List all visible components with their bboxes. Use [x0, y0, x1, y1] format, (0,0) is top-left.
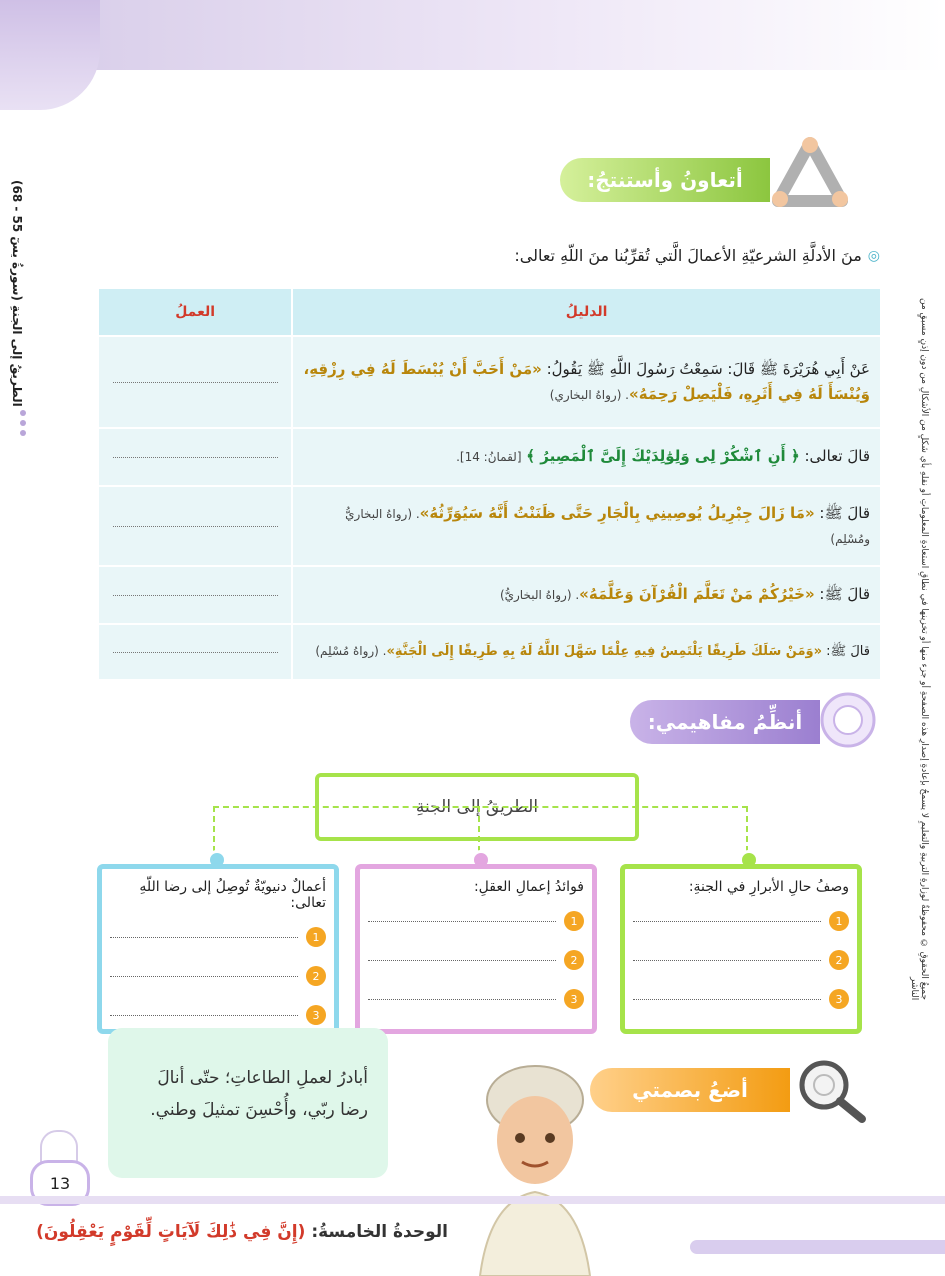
answer-row[interactable] [110, 966, 326, 986]
mark-banner [590, 1068, 790, 1112]
number-badge: 2 [564, 950, 584, 970]
connector-right [746, 806, 748, 852]
answer-row[interactable] [368, 911, 584, 931]
evidence-prefix: قالَ ﷺ: [814, 503, 870, 522]
cooperate-banner [560, 158, 770, 202]
copyright-text: جميعُ الحقوقِ © محفوظةٌ لوزارةِ التربيةِ والتعليمِ لا يسمحُ بإعادةِ إصدارِ هذه الصفحةِ أو جزء منها أو تخزينها في نطاقِ استعادةِ المعلوماتِ أو نقلهِ بأي شكلٍ من الأشكالِ من دون إذنٍ مسبقٍ من الناشر [909, 297, 929, 1000]
evidence-ref: [لقمانُ: 14]. [456, 450, 522, 465]
unit-motto: (إِنَّ فِي ذَٰلِكَ لَآيَاتٍ لِّقَوْمٍ يَعْقِلُونَ) [36, 1222, 306, 1242]
answer-row[interactable] [633, 911, 849, 931]
evidence-cell [292, 624, 881, 680]
evidence-prefix: قالَ ﷺ: [814, 585, 870, 604]
action-answer-field[interactable] [98, 624, 292, 680]
bullet-icon: ◎ [867, 247, 880, 264]
card-title: فوائدُ إعمالِ العقلِ: [473, 879, 584, 895]
footer-decoration [690, 1240, 945, 1254]
table-row [98, 428, 881, 486]
table-row [98, 336, 881, 428]
concept-card-righteous [620, 864, 862, 1034]
intro-line [460, 246, 880, 265]
cooperate-banner-label: أتعاونُ وأستنتجُ: [587, 168, 743, 192]
side-title: الطريقُ إلى الجنةِ (سورةُ يسٓ 55 - 68) [10, 180, 24, 407]
action-answer-field[interactable] [98, 486, 292, 566]
answer-row[interactable] [110, 1005, 326, 1025]
number-badge: 3 [306, 1005, 326, 1025]
evidence-quote: «خَيْرُكُمْ مَنْ تَعَلَّمَ الْقُرْآنَ وَعَلَّمَهُ» [579, 585, 815, 604]
connector-line [213, 806, 748, 854]
concept-card-worldly-deeds [97, 864, 339, 1034]
decorative-arch [0, 0, 100, 110]
boy-illustration-icon [460, 1060, 610, 1276]
table-row [98, 486, 881, 566]
organize-banner [630, 700, 820, 744]
speech-text: أبادرُ لعملِ الطاعاتِ؛ حتّى أنالَ رضا ربّي، وأُحْسِنَ تمثيلَ وطني. [150, 1068, 368, 1121]
table-row [98, 624, 881, 680]
evidence-cell [292, 486, 881, 566]
answer-row[interactable] [110, 927, 326, 947]
number-badge: 2 [306, 966, 326, 986]
evidence-prefix: قالَ تعالى: [799, 447, 870, 466]
table-row [98, 566, 881, 624]
answer-row[interactable] [368, 989, 584, 1009]
magnifier-fingerprint-icon [790, 1055, 870, 1125]
evidence-quote: ﴿ أَنِ ٱشْكُرْ لِى وَلِوَٰلِدَيْكَ إِلَىَّ ٱلْمَصِيرُ ﴾ [526, 447, 800, 466]
action-answer-field[interactable] [98, 428, 292, 486]
number-badge: 1 [306, 927, 326, 947]
intro-text: منَ الأدلَّةِ الشرعيّةِ الأعمالَ الَّتي تُقرِّبُنا منَ اللّهِ تعالى: [514, 246, 862, 265]
evidence-prefix: قالَ ﷺ: [822, 643, 870, 659]
evidence-ref: . (رواهُ البخاريُّ) [499, 588, 580, 603]
footer-unit-title [28, 1222, 448, 1242]
connector-middle [478, 806, 480, 852]
action-answer-field[interactable] [98, 566, 292, 624]
card-title: أعمالٌ دنيويّةٌ تُوصِلُ إلى رضا اللّهِ تعالى: [139, 879, 326, 911]
number-badge: 2 [829, 950, 849, 970]
evidence-prefix: عَنْ أَبِي هُرَيْرَةَ ﷺ قَالَ: سَمِعْتُ رَسُولَ اللَّهِ ﷺ يَقُولُ: [541, 359, 870, 378]
evidence-table [97, 287, 882, 681]
evidence-quote: «مَا زَالَ جِبْرِيلُ يُوصِينِي بِالْجَارِ حَتَّى ظَنَنْتُ أَنَّهُ سَيُوَرِّثُهُ» [419, 503, 815, 522]
number-badge: 1 [564, 911, 584, 931]
card-title: وصفُ حالِ الأبرارِ في الجنةِ: [688, 879, 849, 895]
footer-divider [0, 1196, 945, 1204]
answer-row[interactable] [633, 950, 849, 970]
side-title-strip [10, 180, 40, 440]
organize-banner-label: أنظِّمُ مفاهيمي: [647, 710, 803, 734]
unit-label: الوحدةُ الخامسةُ: [305, 1222, 448, 1242]
connector-left [213, 806, 215, 852]
evidence-ref: . (رواهُ البخاريُّ ومُسْلِم) [345, 506, 870, 546]
concept-card-reason [355, 864, 597, 1034]
evidence-ref: . (رواهُ البخاري) [549, 388, 629, 402]
evidence-ref: . (رواهُ مُسْلِم) [315, 643, 387, 658]
number-badge: 3 [829, 989, 849, 1009]
number-badge: 1 [829, 911, 849, 931]
evidence-cell [292, 566, 881, 624]
decorative-dots [14, 410, 32, 450]
action-answer-field[interactable] [98, 336, 292, 428]
flower-icon [818, 690, 878, 750]
concept-map-title-text: الطريقُ إلى الجنةِ [415, 797, 539, 817]
top-banner [0, 0, 945, 70]
answer-row[interactable] [633, 989, 849, 1009]
header-evidence: الدليلُ [292, 288, 881, 336]
evidence-cell [292, 428, 881, 486]
decorative-dome [40, 1130, 78, 1162]
page-number-text: 13 [49, 1173, 71, 1193]
cooperation-hands-icon [770, 135, 850, 215]
evidence-quote: «مَنْ أَحَبَّ أَنْ يُبْسَطَ لَهُ فِي رِزْقِهِ، وَيُنْسَأَ لَهُ فِي أَثَرِهِ، فَلْيَصِلْ رَحِمَهُ» [303, 359, 870, 403]
evidence-quote: «وَمَنْ سَلَكَ طَرِيقًا يَلْتَمِسُ فِيهِ عِلْمًا سَهَّلَ اللَّهُ لَهُ بِهِ طَرِيقًا إِلَى الْجَنَّةِ» [386, 643, 823, 659]
evidence-cell [292, 336, 881, 428]
header-action: العملُ [98, 288, 292, 336]
mark-banner-label: أضعُ بصمتي [632, 1078, 748, 1102]
answer-row[interactable] [368, 950, 584, 970]
number-badge: 3 [564, 989, 584, 1009]
copyright-strip [905, 280, 931, 1000]
speech-bubble [108, 1028, 388, 1178]
